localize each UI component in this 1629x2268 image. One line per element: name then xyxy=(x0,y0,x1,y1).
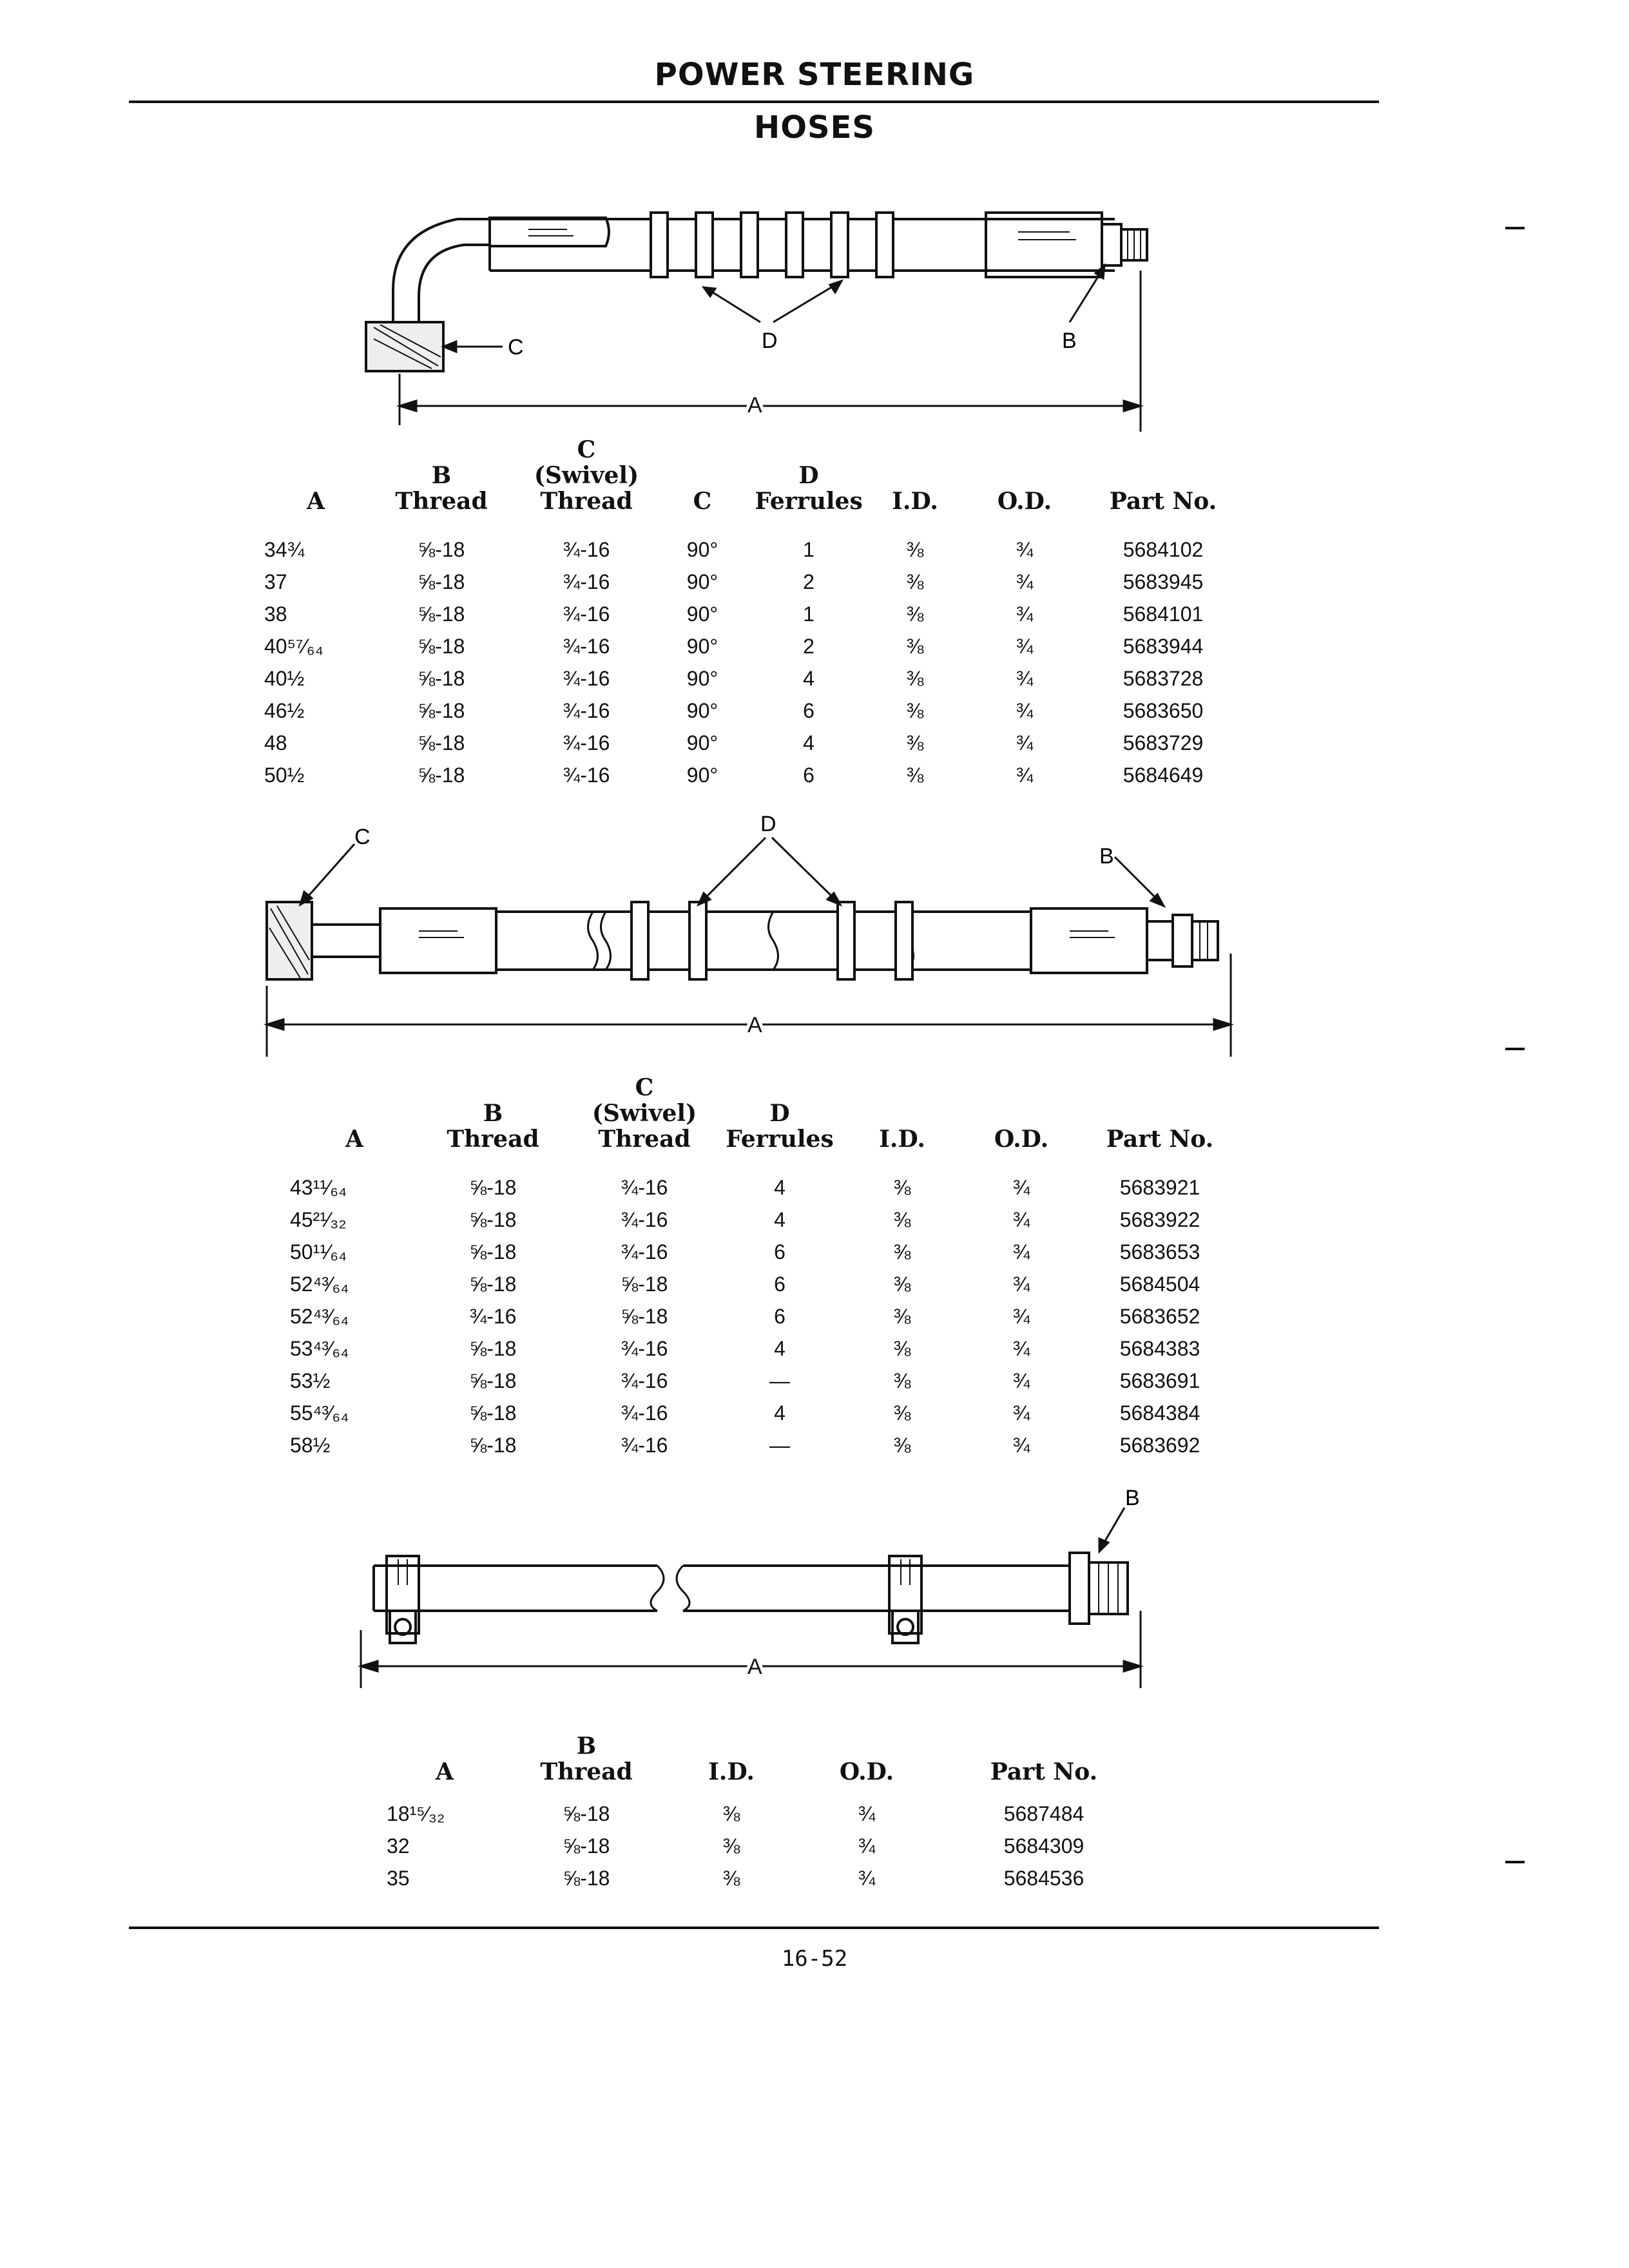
cell-c-swivel-thread: ¾-16 xyxy=(621,1433,668,1457)
label-b: B xyxy=(1125,1486,1140,1510)
cell-d-ferrules: — xyxy=(769,1369,790,1392)
cell-d-ferrules: 1 xyxy=(803,537,815,561)
cell-part-no: 5683650 xyxy=(1123,698,1204,722)
cell-part-no: 5683944 xyxy=(1123,634,1204,658)
cell-a: 46½ xyxy=(264,698,305,722)
cell-part-no: 5683922 xyxy=(1119,1207,1200,1231)
cell-c-swivel-thread: ¾-16 xyxy=(563,602,610,626)
cell-c: 90° xyxy=(686,698,718,722)
margin-tick xyxy=(1505,1861,1525,1863)
cell-c: 90° xyxy=(686,537,718,561)
cell-id: ⅜ xyxy=(722,1866,740,1890)
col-c: C xyxy=(693,488,712,515)
cell-id: ⅜ xyxy=(722,1802,740,1825)
col-b-thread: B Thread xyxy=(447,1100,539,1153)
cell-od: ¾ xyxy=(1016,570,1034,593)
col-part-no: Part No. xyxy=(990,1758,1098,1785)
cell-od: ¾ xyxy=(1016,666,1034,690)
cell-part-no: 5684101 xyxy=(1123,602,1204,626)
cell-b-thread: ⅝-18 xyxy=(418,570,465,593)
cell-d-ferrules: 4 xyxy=(774,1175,786,1199)
col-a: A xyxy=(307,488,325,515)
cell-od: ¾ xyxy=(858,1866,876,1890)
cell-od: ¾ xyxy=(1012,1433,1030,1457)
cell-id: ⅜ xyxy=(893,1336,911,1360)
col-a: A xyxy=(436,1758,454,1785)
cell-c-swivel-thread: ¾-16 xyxy=(563,666,610,690)
cell-a: 35 xyxy=(387,1866,410,1890)
cell-id: ⅜ xyxy=(906,570,924,593)
table-row xyxy=(264,533,1237,566)
cell-od: ¾ xyxy=(1016,537,1034,561)
cell-a: 52⁴³⁄₆₄ xyxy=(290,1304,349,1328)
cell-a: 50½ xyxy=(264,763,305,787)
cell-c-swivel-thread: ¾-16 xyxy=(621,1240,668,1264)
cell-od: ¾ xyxy=(1012,1272,1030,1296)
footer-rule xyxy=(129,1927,1379,1929)
cell-id: ⅜ xyxy=(893,1240,911,1264)
cell-c: 90° xyxy=(686,602,718,626)
table-row xyxy=(290,1204,1244,1236)
cell-part-no: 5683921 xyxy=(1119,1175,1200,1199)
table-row xyxy=(290,1365,1244,1397)
cell-b-thread: ⅝-18 xyxy=(469,1401,517,1425)
cell-a: 55⁴³⁄₆₄ xyxy=(290,1401,349,1425)
cell-b-thread: ⅝-18 xyxy=(563,1866,610,1890)
cell-a: 50¹¹⁄₆₄ xyxy=(290,1240,347,1264)
cell-part-no: 5683652 xyxy=(1119,1304,1200,1328)
cell-d-ferrules: 6 xyxy=(774,1272,786,1296)
cell-a: 53⁴³⁄₆₄ xyxy=(290,1336,349,1360)
cell-c-swivel-thread: ¾-16 xyxy=(621,1369,668,1392)
cell-c: 90° xyxy=(686,666,718,690)
cell-a: 45²¹⁄₃₂ xyxy=(290,1207,347,1231)
cell-d-ferrules: 6 xyxy=(803,698,815,722)
cell-part-no: 5683945 xyxy=(1123,570,1204,593)
cell-part-no: 5683729 xyxy=(1123,731,1204,754)
table-row xyxy=(264,727,1237,759)
col-part-no: Part No. xyxy=(1106,1126,1214,1153)
cell-c-swivel-thread: ⅝-18 xyxy=(621,1272,668,1296)
table-row xyxy=(290,1397,1244,1429)
table-row xyxy=(387,1862,1147,1894)
cell-od: ¾ xyxy=(1016,634,1034,658)
col-b-thread: B Thread xyxy=(540,1733,633,1785)
cell-a: 34¾ xyxy=(264,537,305,561)
hose-table-elbow xyxy=(264,437,1237,791)
cell-b-thread: ⅝-18 xyxy=(469,1175,517,1199)
col-b-thread: B Thread xyxy=(395,462,488,515)
cell-d-ferrules: 4 xyxy=(774,1207,786,1231)
cell-c-swivel-thread: ¾-16 xyxy=(563,570,610,593)
table-row xyxy=(264,566,1237,598)
col-d-ferrules: D Ferrules xyxy=(755,462,863,515)
col-od: O.D. xyxy=(997,488,1052,515)
cell-c-swivel-thread: ¾-16 xyxy=(621,1401,668,1425)
cell-id: ⅜ xyxy=(893,1401,911,1425)
table-row xyxy=(264,630,1237,662)
cell-od: ¾ xyxy=(1012,1369,1030,1392)
cell-a: 53½ xyxy=(290,1369,331,1392)
cell-b-thread: ⅝-18 xyxy=(418,602,465,626)
cell-id: ⅜ xyxy=(893,1207,911,1231)
cell-b-thread: ⅝-18 xyxy=(563,1802,610,1825)
cell-od: ¾ xyxy=(1012,1207,1030,1231)
table-row xyxy=(290,1236,1244,1268)
cell-part-no: 5683692 xyxy=(1119,1433,1200,1457)
cell-c-swivel-thread: ¾-16 xyxy=(621,1336,668,1360)
cell-part-no: 5684384 xyxy=(1119,1401,1200,1425)
cell-d-ferrules: 2 xyxy=(803,634,815,658)
cell-part-no: 5684649 xyxy=(1123,763,1204,787)
col-id: I.D. xyxy=(892,488,938,515)
cell-od: ¾ xyxy=(858,1802,876,1825)
cell-c-swivel-thread: ¾-16 xyxy=(563,731,610,754)
table-row xyxy=(290,1171,1244,1204)
cell-od: ¾ xyxy=(1012,1240,1030,1264)
cell-id: ⅜ xyxy=(906,666,924,690)
cell-a: 37 xyxy=(264,570,287,593)
label-a: A xyxy=(747,1013,762,1037)
cell-id: ⅜ xyxy=(906,731,924,754)
cell-b-thread: ⅝-18 xyxy=(563,1834,610,1858)
page-number: 16-52 xyxy=(781,1946,848,1972)
table-row xyxy=(264,662,1237,695)
col-d-ferrules: D Ferrules xyxy=(726,1100,834,1153)
cell-c: 90° xyxy=(686,634,718,658)
label-b: B xyxy=(1062,329,1077,353)
cell-c: 90° xyxy=(686,731,718,754)
cell-part-no: 5683653 xyxy=(1119,1240,1200,1264)
cell-od: ¾ xyxy=(1012,1401,1030,1425)
cell-id: ⅜ xyxy=(893,1433,911,1457)
cell-id: ⅜ xyxy=(906,634,924,658)
cell-od: ¾ xyxy=(858,1834,876,1858)
header-rule xyxy=(129,101,1379,103)
cell-part-no: 5683691 xyxy=(1119,1369,1200,1392)
cell-id: ⅜ xyxy=(906,763,924,787)
cell-od: ¾ xyxy=(1012,1336,1030,1360)
cell-c-swivel-thread: ¾-16 xyxy=(621,1175,668,1199)
cell-c-swivel-thread: ¾-16 xyxy=(621,1207,668,1231)
cell-id: ⅜ xyxy=(906,537,924,561)
cell-d-ferrules: 1 xyxy=(803,602,815,626)
cell-a: 18¹⁵⁄₃₂ xyxy=(387,1802,445,1825)
cell-a: 40⁵⁷⁄₆₄ xyxy=(264,634,323,658)
cell-od: ¾ xyxy=(1016,763,1034,787)
cell-b-thread: ⅝-18 xyxy=(418,537,465,561)
cell-b-thread: ¾-16 xyxy=(469,1304,517,1328)
margin-tick xyxy=(1505,227,1525,229)
cell-part-no: 5684504 xyxy=(1119,1272,1200,1296)
cell-id: ⅜ xyxy=(906,698,924,722)
cell-part-no: 5684383 xyxy=(1119,1336,1200,1360)
cell-part-no: 5687484 xyxy=(1003,1802,1084,1825)
cell-b-thread: ⅝-18 xyxy=(418,763,465,787)
hose-diagram-elbow xyxy=(335,193,1173,438)
table-row xyxy=(264,759,1237,791)
label-c: C xyxy=(508,335,524,360)
cell-c: 90° xyxy=(686,570,718,593)
table-row xyxy=(264,598,1237,630)
cell-a: 38 xyxy=(264,602,287,626)
table-row xyxy=(290,1268,1244,1300)
col-id: I.D. xyxy=(879,1126,925,1153)
hose-diagram-clamp xyxy=(348,1482,1186,1701)
cell-b-thread: ⅝-18 xyxy=(469,1207,517,1231)
cell-b-thread: ⅝-18 xyxy=(469,1433,517,1457)
col-c-swivel-thread: C (Swivel) Thread xyxy=(592,1074,697,1153)
cell-d-ferrules: 2 xyxy=(803,570,815,593)
cell-od: ¾ xyxy=(1016,602,1034,626)
col-id: I.D. xyxy=(708,1758,755,1785)
table-row xyxy=(387,1830,1147,1862)
cell-part-no: 5684309 xyxy=(1003,1834,1084,1858)
cell-c-swivel-thread: ¾-16 xyxy=(563,763,610,787)
label-b: B xyxy=(1099,844,1114,869)
cell-id: ⅜ xyxy=(893,1369,911,1392)
cell-part-no: 5684102 xyxy=(1123,537,1204,561)
table-row xyxy=(290,1300,1244,1332)
table-row xyxy=(387,1798,1147,1830)
col-part-no: Part No. xyxy=(1109,488,1217,515)
cell-d-ferrules: 4 xyxy=(774,1401,786,1425)
cell-b-thread: ⅝-18 xyxy=(469,1336,517,1360)
page-subtitle: HOSES xyxy=(754,110,875,146)
cell-d-ferrules: — xyxy=(769,1433,790,1457)
cell-b-thread: ⅝-18 xyxy=(469,1369,517,1392)
label-a: A xyxy=(747,393,762,418)
hose-diagram-straight xyxy=(258,805,1257,1076)
cell-id: ⅜ xyxy=(893,1304,911,1328)
cell-id: ⅜ xyxy=(906,602,924,626)
col-od: O.D. xyxy=(994,1126,1049,1153)
cell-od: ¾ xyxy=(1012,1175,1030,1199)
hose-table-straight xyxy=(290,1075,1244,1461)
cell-id: ⅜ xyxy=(893,1272,911,1296)
cell-part-no: 5683728 xyxy=(1123,666,1204,690)
cell-c-swivel-thread: ¾-16 xyxy=(563,537,610,561)
col-od: O.D. xyxy=(839,1758,894,1785)
page-title: POWER STEERING xyxy=(654,57,975,93)
cell-c: 90° xyxy=(686,763,718,787)
cell-a: 58½ xyxy=(290,1433,331,1457)
cell-b-thread: ⅝-18 xyxy=(469,1272,517,1296)
label-a: A xyxy=(747,1655,762,1679)
cell-od: ¾ xyxy=(1016,698,1034,722)
table-row xyxy=(264,695,1237,727)
hose-table-clamp xyxy=(387,1733,1147,1894)
table-row xyxy=(290,1429,1244,1461)
cell-od: ¾ xyxy=(1016,731,1034,754)
cell-a: 32 xyxy=(387,1834,410,1858)
margin-tick xyxy=(1505,1048,1525,1050)
cell-d-ferrules: 6 xyxy=(774,1304,786,1328)
cell-d-ferrules: 4 xyxy=(774,1336,786,1360)
cell-b-thread: ⅝-18 xyxy=(469,1240,517,1264)
table-row xyxy=(290,1332,1244,1365)
label-d: D xyxy=(760,812,776,836)
cell-c-swivel-thread: ¾-16 xyxy=(563,634,610,658)
cell-a: 43¹¹⁄₆₄ xyxy=(290,1175,347,1199)
cell-c-swivel-thread: ⅝-18 xyxy=(621,1304,668,1328)
cell-part-no: 5684536 xyxy=(1003,1866,1084,1890)
cell-a: 40½ xyxy=(264,666,305,690)
cell-d-ferrules: 6 xyxy=(774,1240,786,1264)
cell-id: ⅜ xyxy=(893,1175,911,1199)
cell-d-ferrules: 4 xyxy=(803,666,815,690)
label-d: D xyxy=(762,329,778,353)
col-c-swivel-thread: C (Swivel) Thread xyxy=(534,436,639,515)
cell-id: ⅜ xyxy=(722,1834,740,1858)
cell-b-thread: ⅝-18 xyxy=(418,731,465,754)
cell-od: ¾ xyxy=(1012,1304,1030,1328)
cell-b-thread: ⅝-18 xyxy=(418,698,465,722)
cell-a: 52⁴³⁄₆₄ xyxy=(290,1272,349,1296)
cell-a: 48 xyxy=(264,731,287,754)
label-c: C xyxy=(354,825,371,849)
cell-d-ferrules: 4 xyxy=(803,731,815,754)
cell-c-swivel-thread: ¾-16 xyxy=(563,698,610,722)
cell-b-thread: ⅝-18 xyxy=(418,666,465,690)
col-a: A xyxy=(345,1126,363,1153)
cell-d-ferrules: 6 xyxy=(803,763,815,787)
cell-b-thread: ⅝-18 xyxy=(418,634,465,658)
